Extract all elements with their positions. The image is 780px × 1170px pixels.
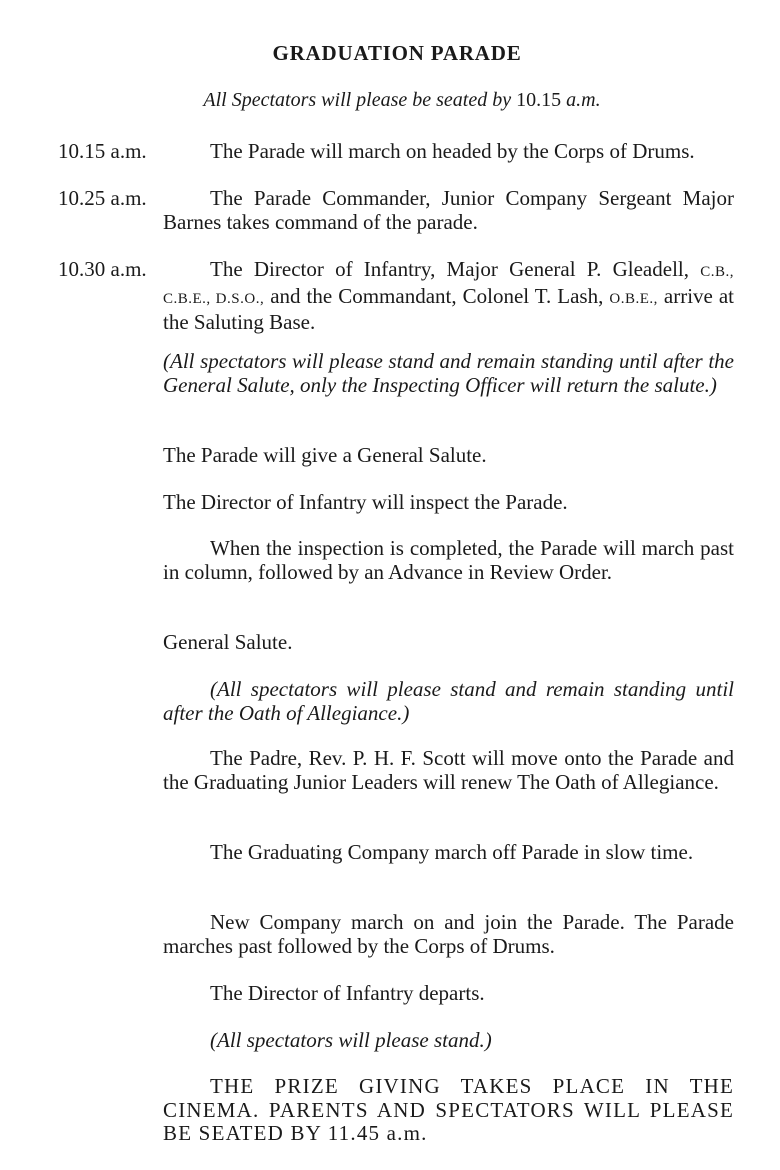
- schedule-text-1: The Parade will march on headed by the Corps of Drums.: [210, 139, 695, 163]
- director-departs-line: The Director of Infantry departs.: [210, 981, 485, 1005]
- spectator-note-stand: (All spectators will please stand.): [210, 1028, 492, 1052]
- seating-time: 10.15: [516, 89, 562, 111]
- march-past-paragraph: When the inspection is completed, the Parade will march past in column, followed by an Advance in Review Order.: [163, 536, 734, 584]
- general-salute-2: General Salute.: [163, 630, 293, 654]
- graduating-company-paragraph: The Graduating Company march off Parade in slow time.: [210, 840, 694, 864]
- general-salute-line: The Parade will give a General Salute.: [163, 443, 487, 467]
- schedule-text-3a: The Director of Infantry, Major General P. Gleadell,: [210, 257, 689, 281]
- page-title: GRADUATION PARADE: [272, 41, 522, 65]
- new-company-paragraph: New Company march on and join the Parade. The Parade marches past followed by the Corps of Drums.: [163, 910, 734, 958]
- spectator-note-oath: (All spectators will please stand and remain standing until after the Oath of Allegiance.): [163, 677, 734, 725]
- schedule-time-1: 10.15 a.m.: [58, 139, 147, 163]
- seating-instruction: [0, 89, 780, 113]
- seating-time-suffix: a.m.: [566, 89, 601, 111]
- prize-giving-notice: THE PRIZE GIVING TAKES PLACE IN THE CINEMA. PARENTS AND SPECTATORS WILL PLEASE BE SEATED BY 11.45 a.m.: [163, 1074, 734, 1145]
- schedule-text-3c: arrive at the Saluting Base.: [163, 283, 735, 334]
- schedule-text-3: [163, 258, 734, 335]
- schedule-time-3: 10.30 a.m.: [58, 257, 147, 281]
- spectator-note-salute: (All spectators will please stand and remain standing until after the General Salute, only the Inspecting Officer will return the salute.): [163, 349, 734, 397]
- schedule-time-2: 10.25 a.m.: [58, 186, 147, 210]
- seating-instruction-text: All Spectators will please be seated by: [203, 89, 512, 111]
- honours-director: C.B., C.B.E., D.S.O.,: [163, 264, 734, 307]
- schedule-text-2: The Parade Commander, Junior Company Sergeant Major Barnes takes command of the parade.: [163, 186, 734, 234]
- inspection-line: The Director of Infantry will inspect the Parade.: [163, 490, 568, 514]
- schedule-text-3b: and the Commandant, Colonel T. Lash,: [270, 283, 604, 308]
- honours-commandant: O.B.E.,: [609, 290, 658, 307]
- padre-paragraph: The Padre, Rev. P. H. F. Scott will move onto the Parade and the Graduating Junior Leaders will renew The Oath of Allegiance.: [163, 746, 734, 794]
